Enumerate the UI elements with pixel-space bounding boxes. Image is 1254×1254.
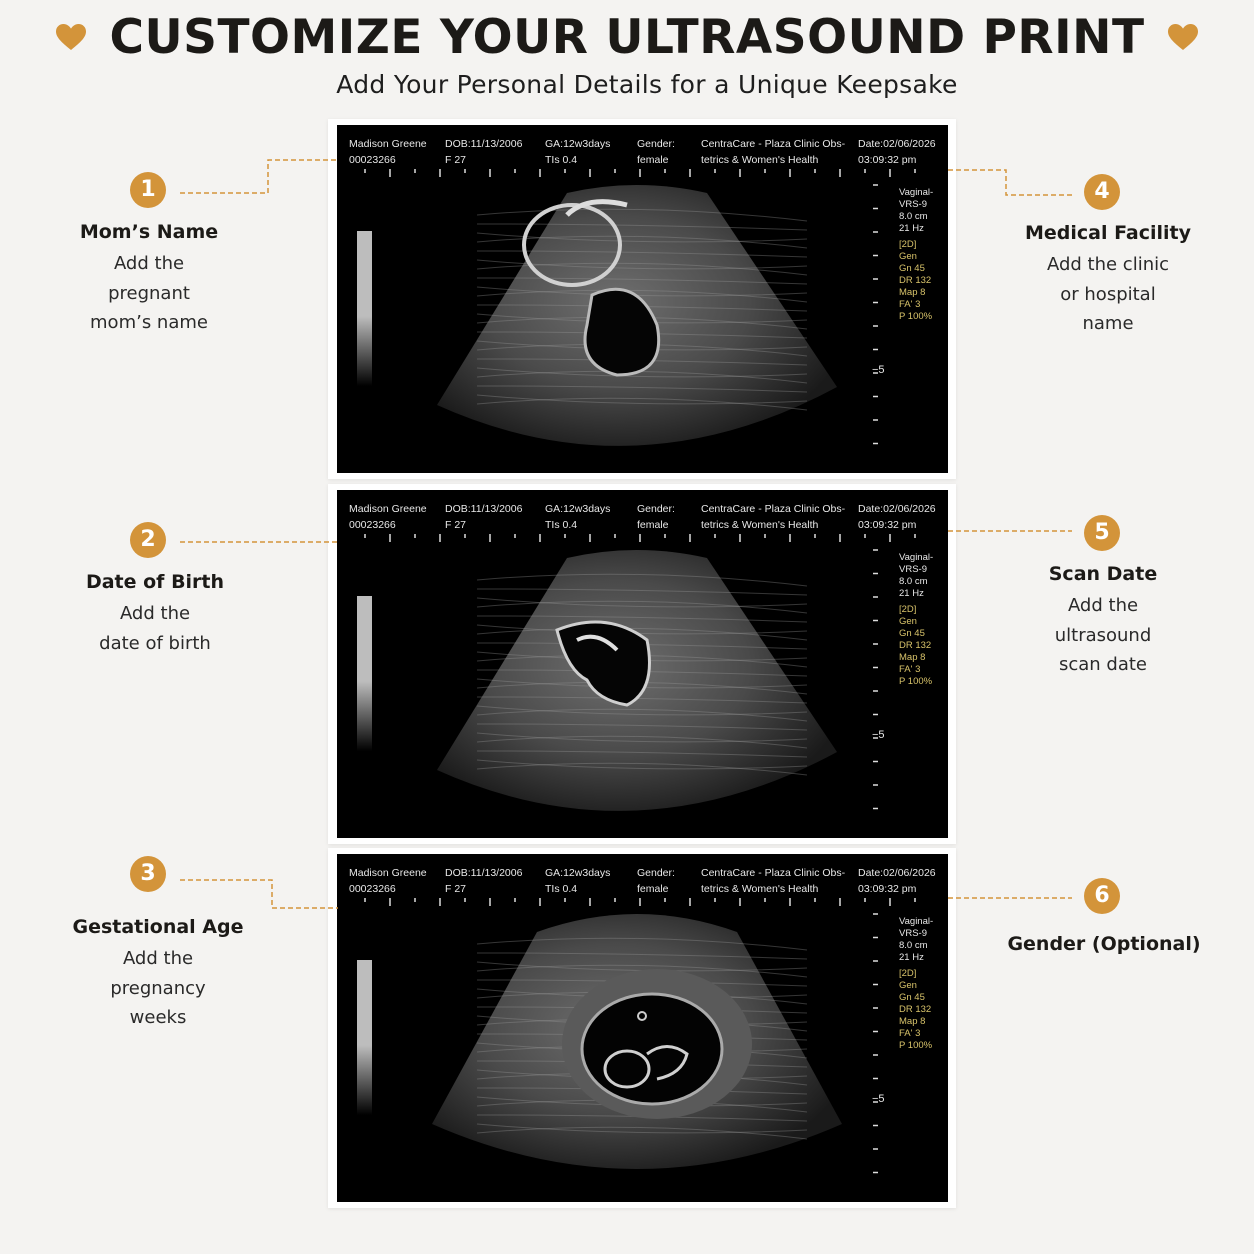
scan-parameters: Vaginal- VRS-9 8.0 cm 21 Hz [2D] Gen Gn 45 DR 132 Map 8 FA' 3 P 100% (899, 187, 934, 322)
step-6-badge: 6 (1084, 878, 1120, 914)
scan-parameters: Vaginal- VRS-9 8.0 cm 21 Hz [2D] Gen Gn 45 DR 132 Map 8 FA' 3 P 100% (899, 916, 934, 1051)
page-title: CUSTOMIZE YOUR ULTRASOUND PRINT (109, 9, 1145, 65)
callout-date-of-birth: Date of Birth Add the date of birth (85, 571, 225, 654)
ultrasound-image: Madison Greene 00023266 DOB:11/13/2006 F 27 GA:12w3days TIs 0.4 Gender: female CentraCare - Plaza Clinic Obs- tetrics & Women's Health Date:02/06/2026 03:09:32 pm Vaginal- VRS-9 8.0 cm 21 Hz [2D] Gen Gn 45 DR 132 Map 8 FA' 3 P 100% −5 (337, 125, 948, 473)
step-5-badge: 5 (1084, 515, 1120, 551)
page-subtitle: Add Your Personal Details for a Unique Keepsake (336, 70, 958, 99)
callout-medical-facility: Medical Facility Add the clinic or hospital name (1024, 222, 1192, 334)
depth-marker: −5 (872, 1093, 885, 1105)
step-4-badge: 4 (1084, 174, 1120, 210)
callout-moms-name: Mom’s Name Add the pregnant mom’s name (79, 221, 219, 333)
step-1-badge: 1 (130, 172, 166, 208)
callout-scan-date: Scan Date Add the ultrasound scan date (1048, 563, 1158, 675)
ultrasound-image: Madison Greene 00023266 DOB:11/13/2006 F 27 GA:12w3days TIs 0.4 Gender: female CentraCare - Plaza Clinic Obs- tetrics & Women's Health Date:02/06/2026 03:09:32 pm Vaginal- VRS-9 8.0 cm 21 Hz [2D] Gen Gn 45 DR 132 Map 8 FA' 3 P 100% −5 (337, 490, 948, 838)
callout-gestational-age: Gestational Age Add the pregnancy weeks (72, 916, 244, 1028)
depth-marker: −5 (872, 729, 885, 741)
depth-marker: −5 (872, 364, 885, 376)
step-2-badge: 2 (130, 522, 166, 558)
callout-gender: Gender (Optional) (1007, 933, 1201, 955)
step-3-badge: 3 (130, 856, 166, 892)
ultrasound-image: Madison Greene 00023266 DOB:11/13/2006 F 27 GA:12w3days TIs 0.4 Gender: female CentraCare - Plaza Clinic Obs- tetrics & Women's Health Date:02/06/2026 03:09:32 pm Vaginal- VRS-9 8.0 cm 21 Hz [2D] Gen Gn 45 DR 132 Map 8 FA' 3 P 100% −5 (337, 854, 948, 1202)
scan-parameters: Vaginal- VRS-9 8.0 cm 21 Hz [2D] Gen Gn 45 DR 132 Map 8 FA' 3 P 100% (899, 552, 934, 687)
